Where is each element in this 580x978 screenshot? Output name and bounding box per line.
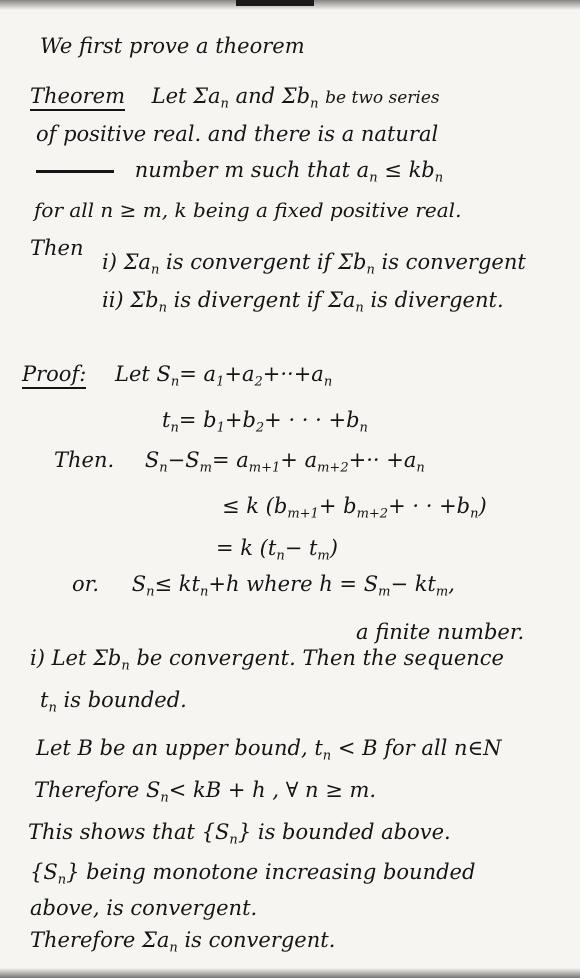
conclusion-text: {S xyxy=(30,860,58,884)
proof-text: +·· +a xyxy=(348,448,417,472)
sub: n xyxy=(169,940,178,956)
conclusion-text: } is bounded above. xyxy=(237,820,451,844)
conclusion-line-1 xyxy=(30,648,504,673)
item-text: is divergent. xyxy=(370,288,504,312)
conclusion-text: This shows that {S xyxy=(28,820,230,844)
sub: n xyxy=(146,584,155,600)
theorem-text: Let Σa xyxy=(151,84,221,108)
sub: n xyxy=(369,170,378,186)
sub: m+1 xyxy=(248,460,281,476)
proof-text: +b xyxy=(224,408,256,432)
sub: n xyxy=(434,170,444,186)
proof-text: a finite number. xyxy=(356,620,525,644)
conclusion-text: above, is convergent. xyxy=(30,896,258,920)
conclusion-line-2 xyxy=(40,690,187,715)
sub: m xyxy=(317,548,330,564)
sub: n xyxy=(322,748,332,764)
conclusion-text: Therefore S xyxy=(34,778,161,802)
intro-line xyxy=(40,36,305,57)
sub: n xyxy=(323,374,333,390)
sub: n xyxy=(159,460,168,476)
sub: m xyxy=(378,584,391,600)
conclusion-text: } being monotone increasing bounded xyxy=(66,860,476,884)
intro-text: We first prove a theorem xyxy=(40,34,305,58)
item-text: is convergent if Σb xyxy=(166,250,367,274)
sub: m+2 xyxy=(356,506,389,522)
scribble-mark xyxy=(36,170,114,173)
proof-text: S xyxy=(144,448,160,472)
sub: n xyxy=(359,420,368,436)
proof-text: t xyxy=(162,408,171,432)
sub: n xyxy=(366,262,375,278)
sub: n xyxy=(158,300,167,316)
theorem-text: and Σb xyxy=(235,84,311,108)
conclusion-text: < B for all n∈N xyxy=(337,736,502,760)
theorem-line-2 xyxy=(36,124,438,145)
proof-text: + a xyxy=(280,448,318,472)
sub: m+2 xyxy=(317,460,349,476)
then-label-line xyxy=(30,238,83,259)
sub: 2 xyxy=(255,420,265,436)
sub: n xyxy=(48,700,57,716)
proof-text: ≤ k (b xyxy=(222,494,288,518)
then-label: Then. xyxy=(54,448,115,472)
item-2 xyxy=(102,290,504,315)
sub: n xyxy=(276,548,285,564)
conclusion-text: be convergent. Then the sequence xyxy=(136,646,504,670)
sub: n xyxy=(160,790,169,806)
sub: n xyxy=(150,262,160,278)
proof-line-2 xyxy=(162,410,368,435)
theorem-text: of positive real. and there is a natural xyxy=(36,122,439,146)
theorem-line-4 xyxy=(34,200,461,221)
conclusion-text: is convergent. xyxy=(184,928,336,952)
proof-text: = a xyxy=(179,362,217,386)
sub: n xyxy=(121,658,130,674)
sub: 2 xyxy=(254,374,263,390)
theorem-line-1 xyxy=(30,86,440,111)
item-text: ii) Σb xyxy=(102,288,159,312)
item-text: is divergent if Σa xyxy=(173,288,356,312)
proof-line-7 xyxy=(356,622,524,643)
item-text: i) Σa xyxy=(102,250,151,274)
proof-text: = k (t xyxy=(216,536,277,560)
conclusion-line-5 xyxy=(28,822,451,847)
sub: m xyxy=(199,460,212,476)
proof-line-1 xyxy=(22,364,332,389)
sub: n xyxy=(199,584,209,600)
theorem-line-3 xyxy=(36,160,443,185)
proof-text: Let S xyxy=(115,362,171,386)
proof-label: Proof: xyxy=(22,362,86,389)
sub: n xyxy=(355,300,364,316)
sub: n xyxy=(470,506,479,522)
page-bottom-edge xyxy=(0,968,580,978)
proof-text: +h where h = S xyxy=(208,572,379,596)
item-1 xyxy=(102,252,526,277)
sub: n xyxy=(310,96,319,112)
proof-text: + · · · +b xyxy=(264,408,360,432)
proof-text: + · · +b xyxy=(388,494,471,518)
sub: n xyxy=(170,374,180,390)
sub: 1 xyxy=(216,374,225,390)
proof-line-3 xyxy=(54,450,425,475)
proof-text: − t xyxy=(284,536,318,560)
proof-text: +··+a xyxy=(262,362,324,386)
proof-text: ≤ kt xyxy=(154,572,200,596)
conclusion-line-3 xyxy=(36,738,501,763)
theorem-text: number m such that a xyxy=(134,158,370,182)
theorem-text: for all n ≥ m, k being a fixed positive real. xyxy=(34,198,462,222)
conclusion-line-4 xyxy=(34,780,376,805)
theorem-label: Theorem xyxy=(30,84,125,111)
theorem-text: be two series xyxy=(325,88,440,108)
proof-line-4 xyxy=(222,496,487,521)
conclusion-text: t xyxy=(40,688,49,712)
sub: n xyxy=(57,872,67,888)
proof-text: = a xyxy=(211,448,249,472)
proof-text: , xyxy=(448,572,455,596)
proof-line-6 xyxy=(72,574,455,599)
proof-text: = b xyxy=(178,408,217,432)
conclusion-line-7 xyxy=(30,898,257,919)
then-label: Then xyxy=(30,236,84,260)
conclusion-text: is bounded. xyxy=(63,688,187,712)
sub: m+1 xyxy=(287,506,319,522)
proof-text: −S xyxy=(167,448,200,472)
sub: 1 xyxy=(216,420,225,436)
conclusion-text: Therefore Σa xyxy=(30,928,170,952)
sub: m xyxy=(435,584,449,600)
proof-text: + b xyxy=(318,494,357,518)
proof-text: ) xyxy=(478,494,487,518)
conclusion-line-8 xyxy=(30,930,335,955)
proof-text: S xyxy=(131,572,147,596)
conclusion-text: i) Let Σb xyxy=(30,646,122,670)
proof-text: +a xyxy=(224,362,255,386)
sub: n xyxy=(416,460,425,476)
proof-text: ) xyxy=(329,536,338,560)
or-label: or. xyxy=(72,572,100,596)
sub: n xyxy=(170,420,179,436)
sub: n xyxy=(229,832,238,848)
item-text: is convergent xyxy=(381,250,526,274)
top-scan-mark xyxy=(236,0,314,6)
conclusion-line-6 xyxy=(30,862,475,887)
proof-text: − kt xyxy=(390,572,436,596)
proof-line-5 xyxy=(216,538,338,563)
conclusion-text: < kB + h , ∀ n ≥ m. xyxy=(168,778,377,802)
theorem-text: ≤ kb xyxy=(384,158,435,182)
conclusion-text: Let B be an upper bound, t xyxy=(36,736,323,760)
sub: n xyxy=(220,96,229,112)
